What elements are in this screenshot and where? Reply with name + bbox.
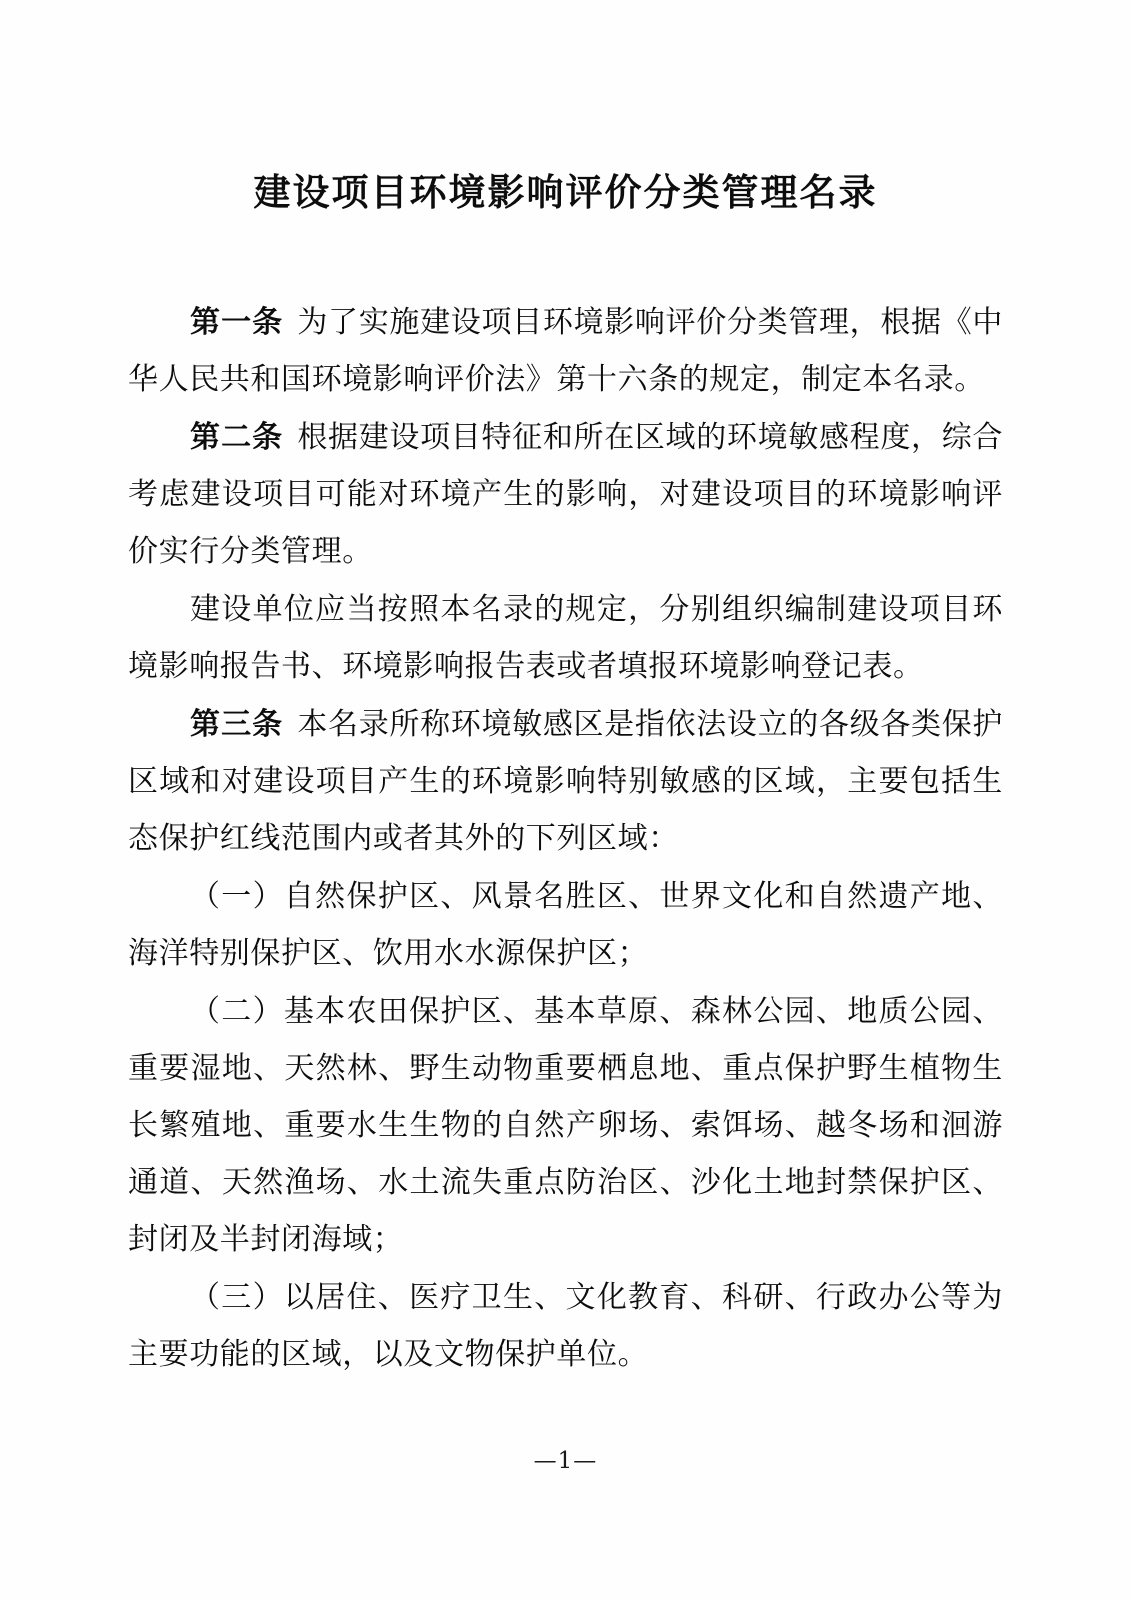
- article-label-1: 第一条: [190, 305, 284, 341]
- item-text-3: （三）以居住、医疗卫生、文化教育、科研、行政办公等为主要功能的区域，以及文物保护单位。: [128, 1280, 1003, 1373]
- page-title: 建设项目环境影响评价分类管理名录: [253, 170, 878, 214]
- article-text-2: 根据建设项目特征和所在区域的环境敏感程度，综合考虑建设项目可能对环境产生的影响，对建设项目的环境影响评价实行分类管理。: [128, 420, 1003, 570]
- article-text-3: 本名录所称环境敏感区是指依法设立的各级各类保护区域和对建设项目产生的环境影响特别敏感的区域，主要包括生态保护红线范围内或者其外的下列区域：: [128, 707, 1003, 857]
- item-text-1: （一）自然保护区、风景名胜区、世界文化和自然遗产地、海洋特别保护区、饮用水水源保护区；: [128, 879, 1003, 972]
- paragraph-article-3: [128, 696, 1003, 867]
- article-label-2: 第二条: [190, 420, 284, 456]
- paragraph-article-1: [128, 294, 1003, 408]
- article-text-1: 为了实施建设项目环境影响评价分类管理，根据《中华人民共和国环境影响评价法》第十六条的规定，制定本名录。: [128, 305, 1003, 398]
- item-text-2: （二）基本农田保护区、基本草原、森林公园、地质公园、重要湿地、天然林、野生动物重要栖息地、重点保护野生植物生长繁殖地、重要水生生物的自然产卵场、索饵场、越冬场和洄游通道、天然渔场、水土流失重点防治区、沙化土地封禁保护区、封闭及半封闭海域；: [128, 994, 1003, 1258]
- paragraph-article-2-continued: [128, 581, 1003, 695]
- paragraph-item-2: [128, 983, 1003, 1268]
- page-number: —1—: [533, 1448, 598, 1474]
- page-content: [128, 0, 1003, 1383]
- article-text-2b: 建设单位应当按照本名录的规定，分别组织编制建设项目环境影响报告书、环境影响报告表或者填报环境影响登记表。: [128, 592, 1003, 685]
- paragraph-item-1: [128, 868, 1003, 982]
- document-body: [128, 294, 1003, 1383]
- paragraph-article-2: [128, 409, 1003, 580]
- article-label-3: 第三条: [190, 707, 284, 743]
- paragraph-item-3: [128, 1269, 1003, 1383]
